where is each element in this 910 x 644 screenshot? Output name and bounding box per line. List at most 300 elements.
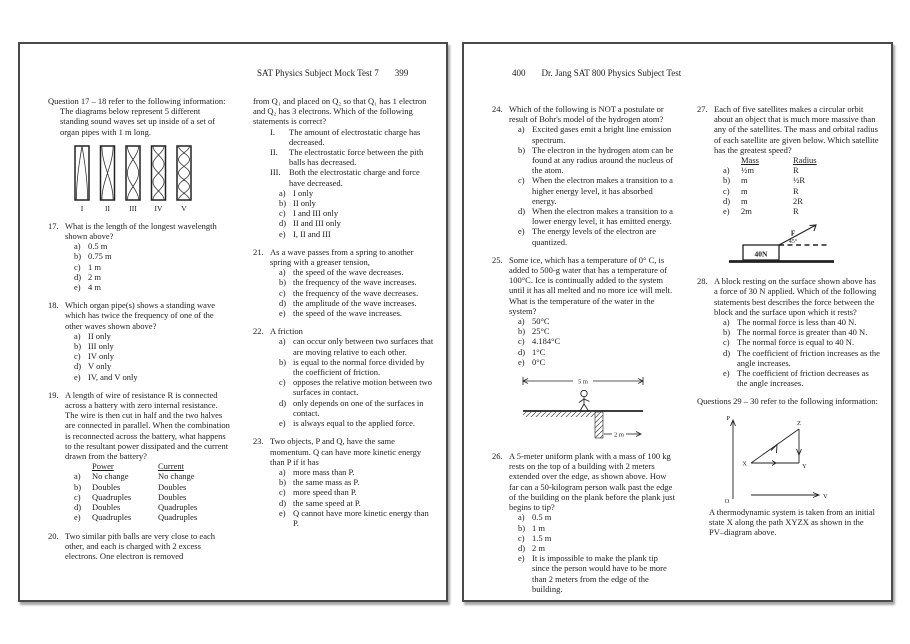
question-body [65, 390, 231, 523]
option-letter: e) [518, 356, 525, 367]
question-28 [697, 276, 880, 388]
option-text: the same mass as P. [293, 477, 360, 488]
pipe-label-2: II [105, 203, 110, 213]
question-text: What is the length of the longest wavelength shown above? [65, 220, 217, 242]
option-letter: d) [518, 542, 526, 553]
option-letter: a) [518, 124, 525, 135]
question-19-table [74, 461, 231, 522]
pv-diagram-figure [697, 413, 880, 505]
standing-wave-curve [127, 146, 138, 200]
option [723, 327, 880, 337]
option-letter: e) [279, 507, 286, 518]
option-letter: c) [518, 175, 525, 186]
standing-wave-curve [127, 146, 138, 200]
option [518, 523, 675, 533]
option-letter: a) [723, 317, 730, 328]
block-force-drawing [727, 222, 837, 268]
option-text: the amplitude of the wave increases. [293, 297, 417, 308]
option [279, 288, 436, 298]
standing-wave-curve [178, 146, 189, 200]
option-letter: d) [279, 218, 287, 229]
option [279, 336, 436, 356]
option-letter: a) [279, 187, 286, 198]
option-letter: b) [723, 175, 731, 186]
table-header-row [74, 461, 231, 471]
option-text: The normal force is equal to 40 N. [737, 337, 855, 348]
option-letter: d) [74, 502, 82, 513]
option-letter: c) [518, 532, 525, 543]
option-text: When the electron makes a transition to a higher energy level, it has absorbed energy. [532, 175, 673, 206]
table-row [74, 502, 231, 512]
option-text: only depends on one of the surfaces in contact. [293, 397, 424, 418]
option [279, 357, 436, 377]
option-text: the speed of the wave increases. [293, 308, 403, 319]
option-text: II only [88, 330, 111, 341]
option-text: opposes the relative motion between two surfaces in contact. [293, 377, 433, 398]
option-letter: b) [723, 327, 731, 338]
question-body [270, 326, 436, 428]
question-number: 18. [48, 300, 59, 311]
cell: Quadruples [158, 502, 198, 513]
option-letter: d) [74, 271, 82, 282]
option [74, 272, 231, 282]
option-letter: d) [279, 497, 287, 508]
option [279, 308, 436, 318]
option-letter: c) [279, 487, 286, 498]
option-text: The coefficient of friction decreases as the angle increases. [737, 368, 869, 389]
block-weight-label: 40N [754, 249, 768, 259]
question-18-options [74, 331, 231, 382]
table-row [74, 512, 231, 522]
question-number: 17. [48, 220, 59, 231]
question-21 [253, 247, 436, 318]
option [74, 262, 231, 272]
option-letter: b) [518, 522, 526, 533]
standing-wave-curve [178, 146, 189, 200]
option-letter: b) [74, 341, 82, 352]
question-25-options [518, 316, 675, 367]
option-text: 4 m [88, 282, 101, 293]
state-z-label: Z [797, 419, 801, 427]
option-letter: a) [518, 512, 525, 523]
roman-item [270, 167, 436, 187]
roman-text: The electrostatic force between the pith balls has decreased. [289, 147, 424, 168]
question-text: A block resting on the surface shown above has a force of 30 N applied. Which of the following statements best describes the force between the block and the surface upon which it rests? [714, 276, 877, 317]
option [279, 477, 436, 487]
option-text: Q cannot have more kinetic energy than P. [293, 507, 429, 528]
option-text: 2 m [532, 542, 545, 553]
option [518, 145, 675, 176]
cell: Doubles [158, 481, 187, 492]
question-body [509, 451, 675, 594]
page-399-columns [48, 96, 436, 596]
option-text: 50°C [532, 316, 550, 327]
question-number: 20. [48, 530, 59, 541]
option [279, 487, 436, 497]
question-number: 28. [697, 276, 708, 287]
option-letter: b) [279, 477, 287, 488]
question-text: Some ice, which has a temperature of 0° C, is added to 500-g water that has a temperature of 100°C. Ice is continually added to the system until it has all melted and no more ice will melt. What is the temperature of the water in the system? [509, 254, 673, 316]
option-letter: a) [279, 267, 286, 278]
question-text: Which organ pipe(s) shows a standing wave which has twice the frequency of one of the other waves shown above? [65, 300, 215, 331]
option [518, 326, 675, 336]
question-text: Which of the following is NOT a postulate or result of Bohr's model of the hydrogen atom? [509, 104, 664, 125]
table-row [74, 482, 231, 492]
option-text: II only [293, 198, 316, 209]
page-399-header [257, 68, 408, 78]
option-text: 2 m [88, 271, 101, 282]
option-letter: d) [74, 361, 82, 372]
column-header: Radius [793, 155, 817, 166]
state-x-label: X [742, 460, 747, 468]
state-y-label: Y [802, 462, 807, 470]
cell: R [793, 165, 799, 176]
option [518, 175, 675, 206]
option-text: 1°C [532, 346, 546, 357]
column-header: Mass [741, 155, 759, 166]
option-text: is equal to the normal force divided by the coefficient of friction. [293, 356, 425, 378]
option [518, 206, 675, 226]
question-number: 25. [492, 254, 503, 265]
option-text: 0.75 m [88, 251, 112, 262]
option [279, 418, 436, 428]
option [279, 198, 436, 208]
option-letter: e) [723, 368, 730, 379]
block-force-figure [697, 222, 880, 268]
intro-29-30: Questions 29 – 30 refer to the following information: [697, 396, 878, 407]
option-text: more speed than P. [293, 487, 357, 498]
organ-pipes-figure [48, 143, 231, 213]
option [279, 188, 436, 198]
option-letter: b) [74, 251, 82, 262]
origin-label: O [724, 497, 730, 505]
roman-text: Both the electrostatic charge and force have decreased. [289, 167, 420, 188]
option-text: more mass than P. [293, 466, 355, 477]
option-text: V only [88, 361, 112, 372]
option [279, 208, 436, 218]
option-letter: e) [74, 282, 81, 293]
force-label: F [790, 229, 796, 238]
page-400-column-1 [492, 96, 675, 596]
question-27 [697, 104, 880, 216]
option [518, 124, 675, 144]
option [518, 543, 675, 553]
option [74, 372, 231, 382]
option [279, 267, 436, 277]
option-letter: d) [723, 347, 731, 358]
option-text: IV only [88, 351, 115, 362]
page-399-column-2 [253, 96, 436, 596]
page-number: 399 [394, 68, 409, 78]
roman-item [270, 147, 436, 167]
option [723, 317, 880, 327]
question-27-table [723, 155, 880, 216]
question-24-options [518, 124, 675, 246]
page-399 [18, 42, 448, 602]
question-19 [48, 390, 231, 523]
option-text: III only [88, 341, 114, 352]
question-number: 19. [48, 389, 59, 400]
cell: R [793, 206, 799, 217]
question-body [714, 104, 880, 216]
question-text: Two objects, P and Q, have the same momentum. Q can have more kinetic energy than P if it has [270, 436, 422, 467]
option [518, 512, 675, 522]
option [518, 347, 675, 357]
question-number: 23. [253, 436, 264, 447]
column-header: Current [158, 461, 184, 472]
option [723, 368, 880, 388]
option-text: 4.184°C [532, 336, 561, 347]
option-text: The normal force is less than 40 N. [737, 317, 857, 328]
question-25 [492, 255, 675, 367]
question-23 [253, 436, 436, 528]
cell: m [741, 175, 748, 186]
pipe-label-3: III [129, 203, 137, 213]
v-axis-label: V [823, 492, 828, 500]
question-20-continued: from Q₁ and placed on Q₂ so that Q₁ has 1 electron and Q₂ has 3 electrons. Which of the following statements is correct? [253, 96, 427, 127]
option [279, 229, 436, 239]
question-18 [48, 300, 231, 382]
cell: 2R [793, 195, 803, 206]
option-text: II and III only [293, 218, 341, 229]
question-text: Two similar pith balls are very close to each other, and each is charged with 2 excess electrons. One electron is removed [65, 530, 215, 561]
option-letter: b) [74, 481, 82, 492]
option [518, 553, 675, 594]
column-header: Power [92, 461, 114, 472]
option [74, 282, 231, 292]
question-number: 27. [697, 104, 708, 114]
question-22-options [279, 336, 436, 428]
option-letter: e) [518, 226, 525, 237]
roman-numeral: III. [270, 167, 281, 178]
option [518, 316, 675, 326]
option-letter: e) [279, 308, 286, 319]
p-axis-label: P [726, 414, 730, 422]
option-letter: e) [723, 206, 730, 217]
question-22 [253, 326, 436, 428]
option-text: is always equal to the applied force. [293, 418, 416, 429]
question-23-options [279, 467, 436, 528]
pipe-label-5: V [181, 203, 187, 213]
cell: m [741, 185, 748, 196]
option [74, 241, 231, 251]
option-letter: d) [279, 397, 287, 408]
option-text: When the electron makes a transition to a lower energy level, it has emitted energy. [532, 206, 673, 227]
option-letter: b) [279, 277, 287, 288]
roman-text: The amount of electrostatic charge has decreased. [289, 126, 421, 147]
question-21-options [279, 267, 436, 318]
cell: Doubles [158, 491, 187, 502]
option-text: The normal force is greater than 40 N. [737, 327, 868, 338]
option [518, 357, 675, 367]
option [279, 377, 436, 397]
option-text: 0.5 m [88, 241, 108, 252]
standing-wave-curve [76, 146, 82, 200]
pipe-label-4: IV [154, 203, 163, 213]
spacer [74, 461, 88, 471]
option-letter: b) [518, 144, 526, 155]
pv-caption: A thermodynamic system is taken from an initial state X along the path XYZX as shown in the PV–diagram above. [709, 506, 875, 538]
angle-label: 45° [788, 239, 798, 246]
option [279, 508, 436, 528]
option-text: Excited gases emit a bright line emission spectrum. [532, 124, 672, 145]
option-letter: a) [74, 330, 81, 341]
option-letter: a) [279, 466, 286, 477]
option [723, 337, 880, 347]
option-text: I and III only [293, 208, 339, 219]
option-text: The electron in the hydrogen atom can be found at any radius around the nucleus of the atom. [532, 144, 674, 176]
cell: Quadruples [158, 512, 198, 523]
option-text: I, II and III [293, 228, 331, 239]
page-400 [462, 42, 893, 602]
question-body [65, 300, 231, 382]
option-text: the frequency of the wave increases. [293, 277, 417, 288]
intro-17-18-detail: The diagrams below represent 5 different standing sound waves set up inside of a set of organ pipes with 1 m long. [60, 106, 216, 137]
pv-diagram-drawing [717, 413, 835, 505]
question-text: As a wave passes from a spring to another spring with a greaser tension, [270, 246, 414, 268]
cell: Doubles [92, 502, 121, 513]
question-text: A friction [270, 326, 303, 337]
option-letter: e) [518, 553, 525, 564]
page-400-column-2 [697, 96, 880, 596]
table-row [74, 492, 231, 502]
roman-numeral: II. [270, 147, 278, 158]
option-text: It is impossible to make the plank tip since the person would have to be more than 2 meters from the edge of the building. [532, 553, 667, 594]
question-20-romans [270, 127, 436, 188]
cell: ½m [741, 165, 754, 176]
option-text: The coefficient of friction increases as the angle increases. [737, 347, 880, 368]
question-body [65, 221, 231, 292]
option-letter: a) [518, 316, 525, 327]
option-letter: c) [279, 287, 286, 298]
option-text: 0.5 m [532, 512, 552, 523]
question-28-options [723, 317, 880, 388]
question-body [714, 276, 880, 388]
option-text: 0°C [532, 356, 546, 367]
question-number: 24. [492, 104, 503, 114]
option [518, 226, 675, 246]
option [74, 361, 231, 371]
table-row [723, 206, 880, 216]
option-letter: b) [518, 326, 526, 337]
option-text: the frequency of the wave decreases. [293, 287, 419, 298]
option-letter: c) [74, 261, 81, 272]
option-letter: c) [279, 377, 286, 388]
option-letter: b) [279, 356, 287, 367]
option-text: 1 m [532, 522, 545, 533]
option [518, 533, 675, 543]
option [279, 218, 436, 228]
option-letter: b) [279, 198, 287, 209]
option [279, 467, 436, 477]
question-number: 22. [253, 326, 264, 337]
page-400-columns [492, 96, 881, 596]
standing-wave-curve [82, 146, 88, 200]
option [279, 277, 436, 287]
question-text: A length of wire of resistance R is connected across a battery with zero internal resistance. The wire is then cut in half and the two halves are connected in parallel. When the combination is reconnected across the battery, what happens to the resultant power dissipated and the current drawn from the battery? [65, 389, 230, 462]
question-body [509, 104, 675, 247]
option-letter: d) [723, 195, 731, 206]
option [74, 251, 231, 261]
option-letter: e) [74, 371, 81, 382]
option-text: I only [293, 187, 314, 198]
question-17-options [74, 241, 231, 292]
table-row [723, 186, 880, 196]
question-body [270, 247, 436, 318]
plank-top-dimension: 5 m [578, 378, 588, 386]
option-letter: a) [74, 241, 81, 252]
plank-overhang-dimension: 2 m [614, 431, 624, 439]
running-title: Dr. Jang SAT 800 Physics Subject Test [541, 68, 682, 78]
question-text: Each of five satellites makes a circular orbit about an object that is much more massive than any of the satellites. The mass and orbital radius of each satellite are given below. Which satellite has the greatest speed? [714, 104, 879, 155]
page-399-column-1 [48, 96, 231, 596]
option-letter: c) [518, 336, 525, 347]
roman-item [270, 127, 436, 147]
question-body [65, 531, 231, 562]
table-row [74, 471, 231, 481]
table-row [723, 165, 880, 175]
option [279, 498, 436, 508]
option-text: IV, and V only [88, 371, 138, 382]
cell: 2m [741, 206, 752, 217]
option [518, 336, 675, 346]
plank-drawing [520, 373, 646, 443]
option-letter: e) [279, 228, 286, 239]
cell: ½R [793, 175, 806, 186]
question-24 [492, 104, 675, 247]
question-17 [48, 221, 231, 292]
option-letter: c) [723, 337, 730, 348]
question-text: A 5-meter uniform plank with a mass of 100 kg rests on the top of a building with 2 meters extended over the edge, as shown above. How far can a 50-kilogram person walk past the edge of the building on the plank before the plank just begins to tip? [509, 451, 675, 513]
option [279, 298, 436, 308]
cell: Quadruples [92, 512, 132, 523]
cell: Doubles [92, 481, 121, 492]
option-letter: c) [74, 351, 81, 362]
running-title: SAT Physics Subject Mock Test 7 [257, 68, 379, 78]
cell: No change [92, 471, 129, 482]
cell: Quadruples [92, 491, 132, 502]
option-letter: e) [279, 418, 286, 429]
option-letter: c) [723, 185, 730, 196]
question-26 [492, 451, 675, 594]
option-text: The energy levels of the electron are quantized. [532, 226, 656, 247]
roman-numeral: I. [270, 126, 275, 137]
option-letter: a) [279, 336, 286, 347]
option-text: the same speed at P. [293, 497, 361, 508]
question-body [509, 255, 675, 367]
question-body [270, 436, 436, 528]
option-text: the speed of the wave decreases. [293, 267, 404, 278]
cell: No change [158, 471, 195, 482]
option-text: can occur only between two surfaces that are moving relative to each other. [293, 336, 434, 357]
plank-figure [492, 373, 675, 443]
spacer [723, 155, 737, 165]
pipe-label-1: I [80, 203, 84, 213]
option [74, 351, 231, 361]
standing-wave-curve [153, 146, 164, 200]
question-number: 21. [253, 246, 264, 257]
cell: m [741, 195, 748, 206]
table-row [723, 196, 880, 206]
question-26-options [518, 512, 675, 594]
table-row [723, 175, 880, 185]
page-number: 400 [512, 68, 526, 78]
option [279, 398, 436, 418]
option-text: 1.5 m [532, 532, 552, 543]
intro-17-18: Question 17 – 18 refer to the following information: [48, 96, 226, 106]
option-letter: a) [74, 471, 81, 482]
option-letter: d) [518, 346, 526, 357]
